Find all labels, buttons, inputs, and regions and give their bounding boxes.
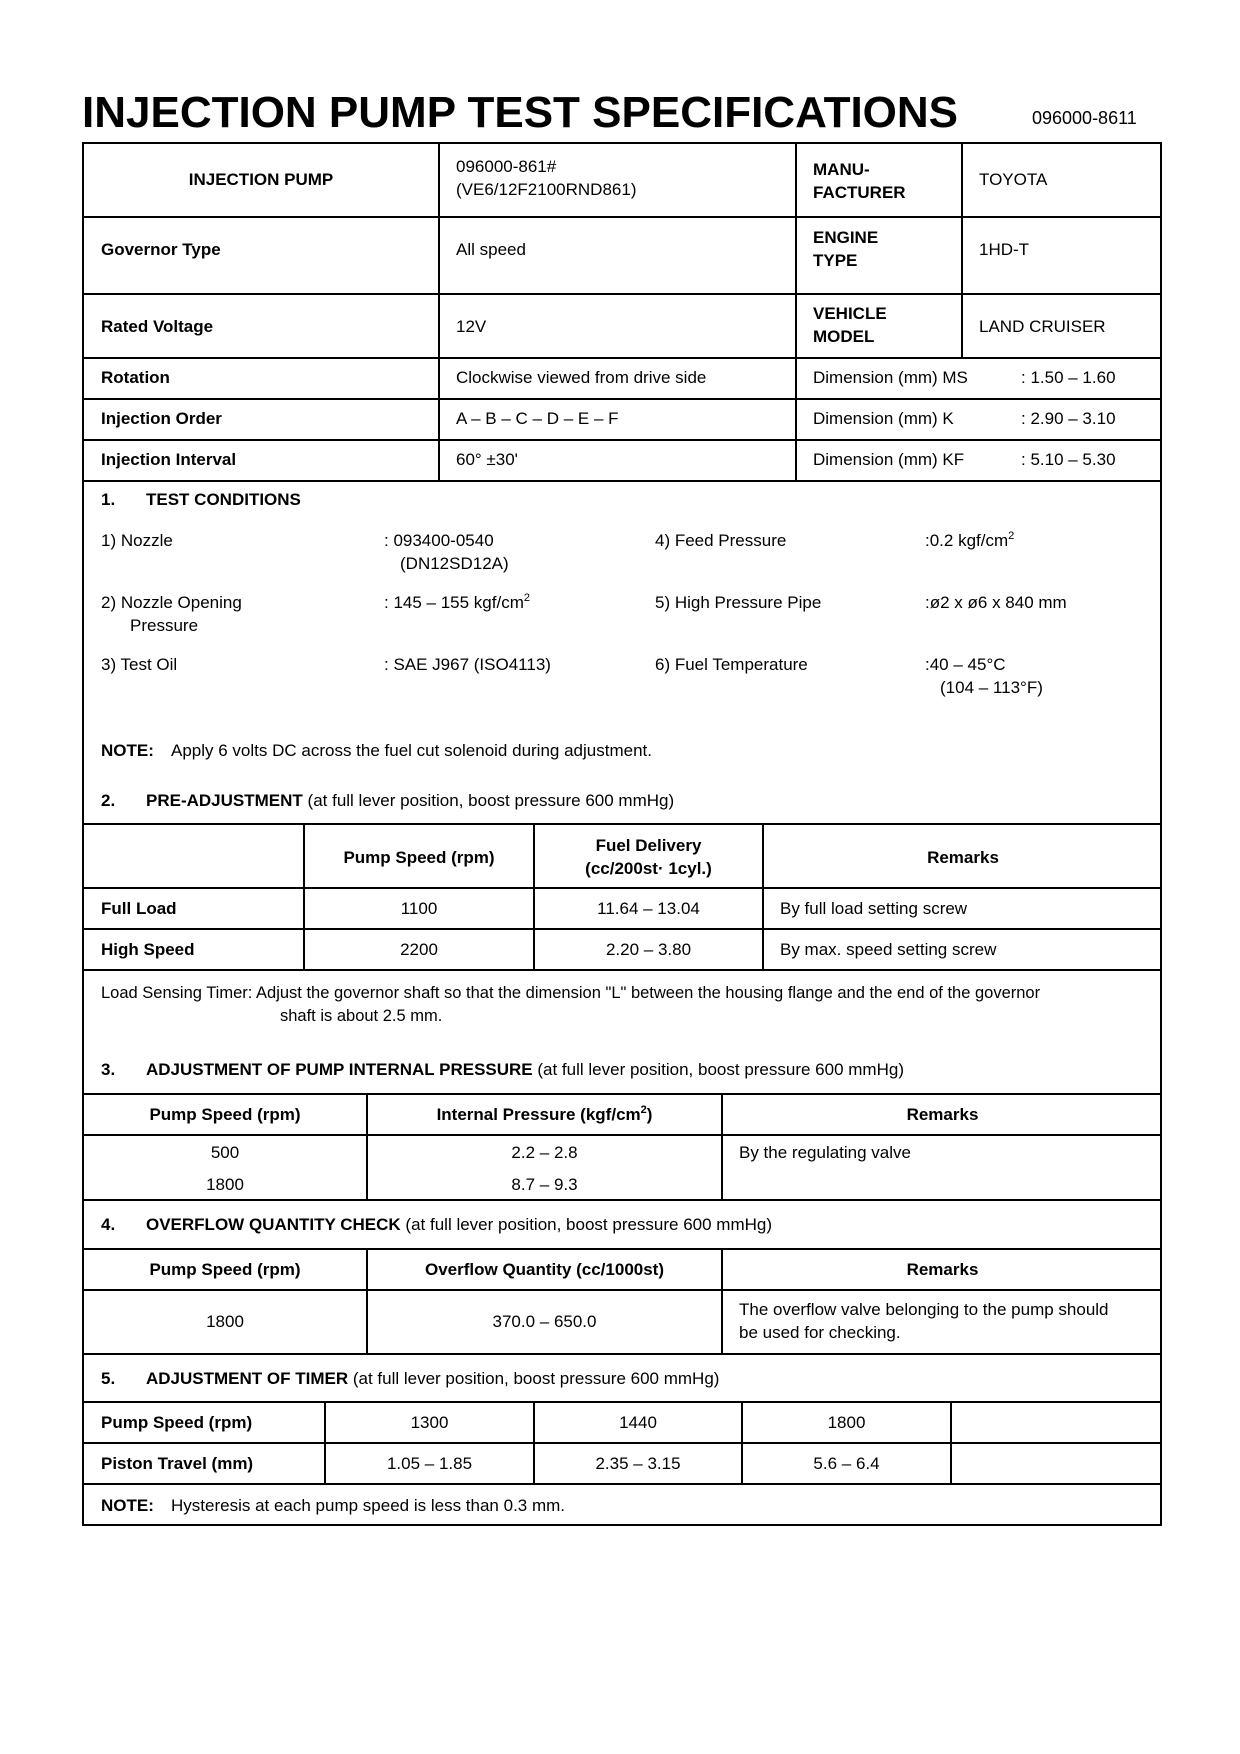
- rated-voltage-value: 12V: [456, 317, 487, 336]
- column-header-fuel-delivery-unit: (cc/200st· 1cyl.): [585, 859, 712, 878]
- nozzle-opening-label: Pressure: [130, 616, 199, 635]
- divider: [82, 1199, 1162, 1201]
- section-heading-line: [146, 1213, 772, 1236]
- table-cell: 500: [210, 1143, 240, 1162]
- table-cell: By full load setting screw: [780, 899, 968, 918]
- timer-note: Load Sensing Timer: Adjust the governor shaft so that the dimension "L" between the housing flange and the end of the governor: [101, 984, 1041, 1002]
- engine-type-label: TYPE: [813, 251, 858, 270]
- table-cell: 2200: [400, 940, 438, 959]
- section-number: 5.: [101, 1369, 116, 1388]
- high-pressure-pipe-value: :ø2 x ø6 x 840 mm: [925, 593, 1067, 612]
- timer-note: shaft is about 2.5 mm.: [280, 1007, 443, 1025]
- divider: [950, 1401, 952, 1483]
- table-cell: 370.0 – 650.0: [492, 1312, 597, 1331]
- section-heading: OVERFLOW QUANTITY CHECK: [146, 1215, 401, 1234]
- table-cell: 1800: [206, 1175, 244, 1194]
- section-heading: ADJUSTMENT OF PUMP INTERNAL PRESSURE: [146, 1060, 533, 1079]
- section-number: 2.: [101, 791, 116, 810]
- divider: [82, 928, 1162, 930]
- section-heading-line: [146, 789, 674, 812]
- table-cell: By max. speed setting screw: [780, 940, 997, 959]
- engine-type-value: 1HD-T: [979, 240, 1030, 259]
- fuel-temperature-label: 6) Fuel Temperature: [655, 655, 808, 674]
- nozzle-opening-label: 2) Nozzle Opening: [101, 593, 242, 612]
- divider: [82, 1134, 1162, 1136]
- divider: [82, 480, 1162, 482]
- divider: [82, 823, 1162, 825]
- dimension-kf-label: Dimension (mm) KF: [813, 450, 965, 469]
- column-header-pump-speed: Pump Speed (rpm): [343, 848, 495, 867]
- section-subheading: (at full lever position, boost pressure 600 mmHg): [405, 1215, 773, 1234]
- divider: [438, 142, 440, 480]
- governor-type-label: Governor Type: [101, 240, 221, 259]
- note-text: Apply 6 volts DC across the fuel cut solenoid during adjustment.: [171, 741, 652, 760]
- injection-order-value: A – B – C – D – E – F: [456, 409, 619, 428]
- divider: [961, 142, 963, 357]
- feed-pressure-value: :0.2 kgf/$cm^2$: [925, 530, 1015, 550]
- page-title: INJECTION PUMP TEST SPECIFICATIONS: [82, 88, 959, 137]
- section-subheading: (at full lever position, boost pressure 600 mmHg): [537, 1060, 904, 1079]
- section-heading-line: [146, 1367, 719, 1390]
- column-header-remarks: Remarks: [906, 1105, 979, 1124]
- table-cell: By the regulating valve: [739, 1143, 911, 1162]
- nozzle-code: (DN12SD12A): [400, 554, 509, 573]
- fuel-temperature-value: :40 – 45°C: [925, 655, 1006, 674]
- dimension-ms-value: : 1.50 – 1.60: [1021, 368, 1116, 387]
- table-cell: 1800: [827, 1413, 866, 1432]
- table-cell: 1800: [206, 1312, 244, 1331]
- nozzle-label: 1) Nozzle: [101, 531, 173, 550]
- divider: [82, 293, 1162, 295]
- dimension-ms-label: Dimension (mm) MS: [813, 368, 968, 387]
- divider: [82, 1442, 1162, 1444]
- divider: [82, 216, 1162, 218]
- table-cell: be used for checking.: [739, 1323, 901, 1342]
- divider: [82, 969, 1162, 971]
- table-cell: 2.20 – 3.80: [605, 940, 692, 959]
- injection-pump-number: 096000-861#: [456, 157, 557, 176]
- table-cell: 5.6 – 6.4: [813, 1454, 880, 1473]
- test-oil-label: 3) Test Oil: [101, 655, 178, 674]
- document-number: 096000-8611: [1032, 108, 1137, 128]
- table-cell: The overflow valve belonging to the pump should: [739, 1300, 1109, 1319]
- high-pressure-pipe-label: 5) High Pressure Pipe: [655, 593, 822, 612]
- dimension-kf-value: : 5.10 – 5.30: [1021, 450, 1116, 469]
- divider: [82, 1289, 1162, 1291]
- row-label-full-load: Full Load: [101, 899, 177, 918]
- divider: [82, 1248, 1162, 1250]
- column-header-fuel-delivery: Fuel Delivery: [595, 836, 702, 855]
- table-cell: 1.05 – 1.85: [386, 1454, 473, 1473]
- table-cell: 1440: [619, 1413, 657, 1432]
- manufacturer-label: MANU-: [813, 160, 870, 179]
- section-heading: TEST CONDITIONS: [146, 490, 301, 509]
- section-heading-line: [101, 789, 115, 812]
- dimension-k-value: : 2.90 – 3.10: [1021, 409, 1116, 428]
- divider: [762, 823, 764, 969]
- section-heading-line: [101, 1367, 115, 1390]
- test-oil-value: : SAE J967 (ISO4113): [384, 655, 551, 674]
- row-label-piston-travel: Piston Travel (mm): [101, 1454, 254, 1473]
- governor-type-value: All speed: [456, 240, 526, 259]
- note-label: NOTE:: [101, 1496, 154, 1515]
- divider: [82, 1353, 1162, 1355]
- section-subheading: (at full lever position, boost pressure 600 mmHg): [307, 791, 675, 810]
- section-number: 1.: [101, 490, 116, 509]
- column-header-internal-pressure: Internal Pressure $(kgf/cm^2)$: [436, 1104, 653, 1124]
- column-header-remarks: Remarks: [906, 1260, 979, 1279]
- note-text: Hysteresis at each pump speed is less than 0.3 mm.: [171, 1496, 566, 1515]
- column-header-remarks: Remarks: [927, 848, 999, 867]
- table-cell: 11.64 – 13.04: [597, 899, 700, 918]
- table-cell: 2.35 – 3.15: [595, 1454, 681, 1473]
- divider: [82, 357, 1162, 359]
- table-cell: 8.7 – 9.3: [511, 1175, 578, 1194]
- section-subheading: (at full lever position, boost pressure 600 mmHg): [352, 1369, 720, 1388]
- manufacturer-label: FACTURER: [813, 183, 906, 202]
- section-heading-line: [101, 1213, 115, 1236]
- section-heading: ADJUSTMENT OF TIMER: [146, 1369, 349, 1388]
- rated-voltage-label: Rated Voltage: [101, 317, 214, 336]
- divider: [795, 142, 797, 480]
- note-label: NOTE:: [101, 741, 154, 760]
- divider: [82, 398, 1162, 400]
- injection-interval-value: 60° ±30': [456, 450, 518, 469]
- vehicle-model-value: LAND CRUISER: [979, 317, 1106, 336]
- vehicle-model-label: VEHICLE: [813, 304, 887, 323]
- injection-pump-label: INJECTION PUMP: [188, 170, 334, 189]
- injection-interval-label: Injection Interval: [101, 450, 237, 469]
- rotation-value: Clockwise viewed from drive side: [456, 368, 707, 387]
- nozzle-value: : 093400-0540: [384, 531, 494, 550]
- column-header-pump-speed: Pump Speed (rpm): [149, 1105, 301, 1124]
- table-cell: 1300: [410, 1413, 449, 1432]
- section-number: 4.: [101, 1215, 116, 1234]
- manufacturer-value: TOYOTA: [979, 170, 1048, 189]
- injection-pump-code: (VE6/12F2100RND861): [456, 180, 637, 199]
- column-header-pump-speed: Pump Speed (rpm): [149, 1260, 301, 1279]
- section-heading-line: [146, 1058, 904, 1081]
- table-cell: 2.2 – 2.8: [511, 1143, 578, 1162]
- column-header-overflow-quantity: Overflow Quantity (cc/1000st): [424, 1260, 665, 1279]
- divider: [82, 887, 1162, 889]
- vehicle-model-label: MODEL: [813, 327, 875, 346]
- injection-order-label: Injection Order: [101, 409, 222, 428]
- section-heading-line: [101, 1058, 115, 1081]
- table-cell: 1100: [400, 899, 438, 918]
- fuel-temperature-fahrenheit: (104 – 113°F): [940, 678, 1043, 697]
- feed-pressure-label: 4) Feed Pressure: [655, 531, 787, 550]
- dimension-k-label: Dimension (mm) K: [813, 409, 954, 428]
- divider: [82, 439, 1162, 441]
- nozzle-opening-value: : 145 – 155 kgf/$cm^2$: [384, 592, 530, 612]
- rotation-label: Rotation: [101, 368, 170, 387]
- section-number: 3.: [101, 1060, 116, 1079]
- section-heading: PRE-ADJUSTMENT: [146, 791, 303, 810]
- row-label-high-speed: High Speed: [101, 940, 195, 959]
- divider: [82, 1483, 1162, 1485]
- divider: [82, 1093, 1162, 1095]
- engine-type-label: ENGINE: [813, 228, 879, 247]
- divider: [82, 1401, 1162, 1403]
- row-label-pump-speed: Pump Speed (rpm): [101, 1413, 253, 1432]
